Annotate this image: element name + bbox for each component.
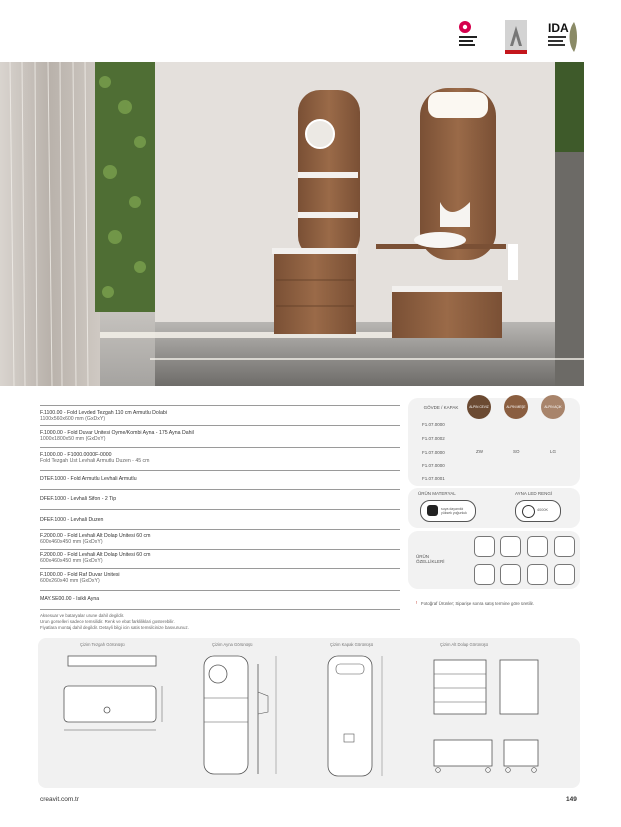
color-value: ZW (476, 449, 483, 454)
a-design-award-badge (505, 20, 531, 54)
cabinet-icon (500, 564, 521, 585)
material-icon (427, 505, 438, 516)
product-row: DFEF.1000 - Levhali Duzen (40, 517, 104, 523)
drawing-title: Çizim Tezgah Görünüşü (80, 642, 125, 647)
color-code: F1.07.0000 (422, 463, 445, 468)
page-number: 149 (566, 796, 577, 803)
color-value: SO (513, 449, 520, 454)
ida-badge (548, 20, 582, 54)
product-row: DFEF.1000 - Levhali Sifon - 2 Tip (40, 496, 117, 502)
box-icon (554, 564, 575, 585)
touch-icon (474, 564, 495, 585)
mirror-panel-drawing (196, 652, 286, 787)
color-code: F1.07.0000 (422, 422, 445, 427)
material-pill: suya dayanıklı yüksek yoğunluk (420, 500, 476, 522)
color-code: F1.07.0001 (422, 476, 445, 481)
leaf-icon (554, 536, 575, 557)
swatch-1: ALPIN CEVIZ (467, 395, 491, 419)
color-code: F1.07.0000 (422, 450, 445, 455)
product-row: F.2000.00 - Fold Levhali Alt Dolap Unitesi 60 cm 600x460x450 mm (GxDxY) (40, 533, 151, 546)
product-photo (0, 62, 584, 386)
product-row: DTEF.1000 - Fold Armutlu Levhali Armutlu (40, 476, 137, 482)
product-row: F.2000.00 - Fold Levhali Alt Dolap Unitesi 60 cm 600x460x450 mm (GxDxY) (40, 552, 151, 565)
wood-panel-icon (474, 536, 495, 557)
notes: Aksesuar ve bataryalar urune dahil degildir. Urun gorselleri sadece temsilidir. Renk ve ebat farkliliklari gosterebilir. Fiyatlara montaj dahil degildir. Detayli bilgi icin satis temsilcinize basvurunuz. (40, 613, 189, 630)
product-row: F.1100.00 - Fold Levded Tezgah 110 cm Armutlu Dolabi 1100x560x600 mm (GxDxY) (40, 410, 167, 423)
product-row: F.1000.00 - Fold Raf Duvar Unitesi 600x260x40 mm (GxDxY) (40, 572, 120, 585)
drawer-icon (500, 536, 521, 557)
drawing-title: Çizim Kapak Görünüşü (330, 642, 374, 647)
back-panel-drawing (322, 652, 402, 787)
tap-icon (527, 536, 548, 557)
red-dot-badge (458, 20, 484, 54)
color-table-header: GÖVDE / KAPAK (423, 405, 459, 410)
countertop-drawing (60, 650, 170, 745)
color-value: LG (550, 449, 557, 454)
notice-text: Fotoğraf Ürünler; Siparişe sonra satış termine göre üretilir. (421, 601, 534, 606)
features-label: ÜRÜN ÖZELLİKLERİ (416, 554, 445, 564)
swatch-2: ALPIN MEŞE (504, 395, 528, 419)
product-row: F.1000.00 - Fold Duvar Unitesi Oyme/Kombi Ayna - 175 Ayna Dahil 1000x1800x50 mm (GxDxY) (40, 430, 194, 443)
notice-icon: ! (416, 600, 418, 605)
color-code: F1.07.0002 (422, 436, 445, 441)
product-row: MAY.SE00.00 - Isikli Ayna (40, 596, 100, 602)
swatch-3: ALPIN AÇIK (541, 395, 565, 419)
footer-site[interactable]: creavit.com.tr (40, 796, 80, 803)
led-label: AYNA LED RENGİ (515, 491, 553, 496)
product-row: F.1000.00 - F1000.0000F-0000 Fold Tezgah Ust Levhali Armutlu Duzen - 45 cm (40, 452, 150, 465)
cabinet-drawing (426, 650, 556, 790)
svg-text:IDA: IDA (548, 21, 569, 35)
door-icon (527, 564, 548, 585)
material-label: ÜRÜN MATERYAL (418, 491, 456, 496)
drawing-title: Çizim Ayna Görünüşü (212, 642, 253, 647)
led-pill: 4000K (515, 500, 561, 522)
drawing-title: Çizim Alt Dolap Görünüşü (440, 642, 488, 647)
bulb-icon (522, 505, 535, 518)
